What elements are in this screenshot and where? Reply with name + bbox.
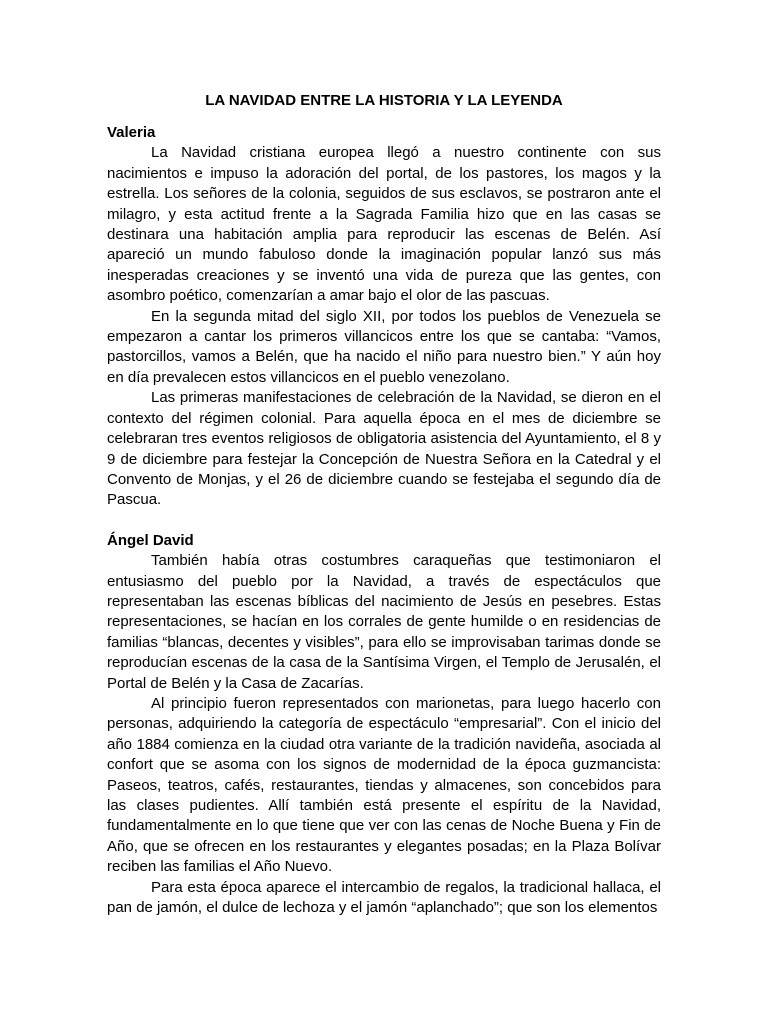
document-page (107, 91, 661, 918)
section-author-valeria: Valeria (107, 124, 156, 141)
section-author-angel-david: Ángel David (107, 531, 194, 549)
paragraph: Las primeras manifestaciones de celebración de la Navidad, se dieron en el contexto del régimen colonial. Para aquella época en el mes de diciembre se celebraran tres eventos religiosos de obligatoria asistencia del Ayuntamiento, el 8 y 9 de diciembre para festejar la Concepción de Nuestra Señora en la Catedral y el Convento de Monjas, y el 26 de diciembre cuando se festejaba el segundo día de Pascua. (107, 389, 661, 509)
document-title: LA NAVIDAD ENTRE LA HISTORIA Y LA LEYENDA (205, 92, 563, 109)
paragraph: Para esta época aparece el intercambio de regalos, la tradicional hallaca, el pan de jamón, el dulce de lechoza y el jamón “aplanchado”; que son los elementos (107, 878, 661, 917)
paragraph: En la segunda mitad del siglo XII, por todos los pueblos de Venezuela se empezaron a cantar los primeros villancicos entre los que se cantaba: “Vamos, pastorcillos, vamos a Belén, que ha nacido el niño para nuestro bien.” Y aún hoy en día prevalecen estos villancicos en el pueblo venezolano. (107, 307, 661, 386)
paragraph: Al principio fueron representados con marionetas, para luego hacerlo con personas, adquiriendo la categoría de espectáculo “empresarial”. Con el inicio del año 1884 comienza en la ciudad otra variante de la tradición navideña, asociada al confort que se asoma con los signos de modernidad de la época guzmancista: Paseos, teatros, cafés, restaurantes, tiendas y almacenes, son concebidos para las clases pudientes. Allí también está presente el espíritu de la Navidad, fundamentalmente en lo que tiene que ver con las cenas de Noche Buena y Fin de Año, que se ofrecen en los restaurantes y elegantes posadas; en la Plaza Bolívar reciben las familias el Año Nuevo. (107, 694, 661, 876)
paragraph: También había otras costumbres caraqueñas que testimoniaron el entusiasmo del pueblo por la Navidad, a través de espectáculos que representaban las escenas bíblicas del nacimiento de Jesús en pesebres. Estas representaciones, se hacían en los corrales de gente humilde o en residencias de familias “blancas, decentes y visibles”, para ello se improvisaban tarimas donde se reproducían escenas de la casa de la Santísima Virgen, el Templo de Jerusalén, el Portal de Belén y la Casa de Zacarías. (107, 552, 661, 692)
paragraph: La Navidad cristiana europea llegó a nuestro continente con sus nacimientos e impuso la adoración del portal, de los pastores, los magos y la estrella. Los señores de la colonia, seguidos de sus esclavos, se postraron ante el milagro, y esta actitud frente a la Sagrada Familia hizo que en las casas se destinara una habitación amplia para reproducir las escenas de Belén. Así apareció un mundo fabuloso donde la imaginación popular lanzó sus más inesperadas creaciones y se inventó una vida de pureza que las gentes, con asombro poético, comenzarían a amar bajo el olor de las pascuas. (107, 144, 661, 305)
section-spacer (107, 511, 661, 531)
